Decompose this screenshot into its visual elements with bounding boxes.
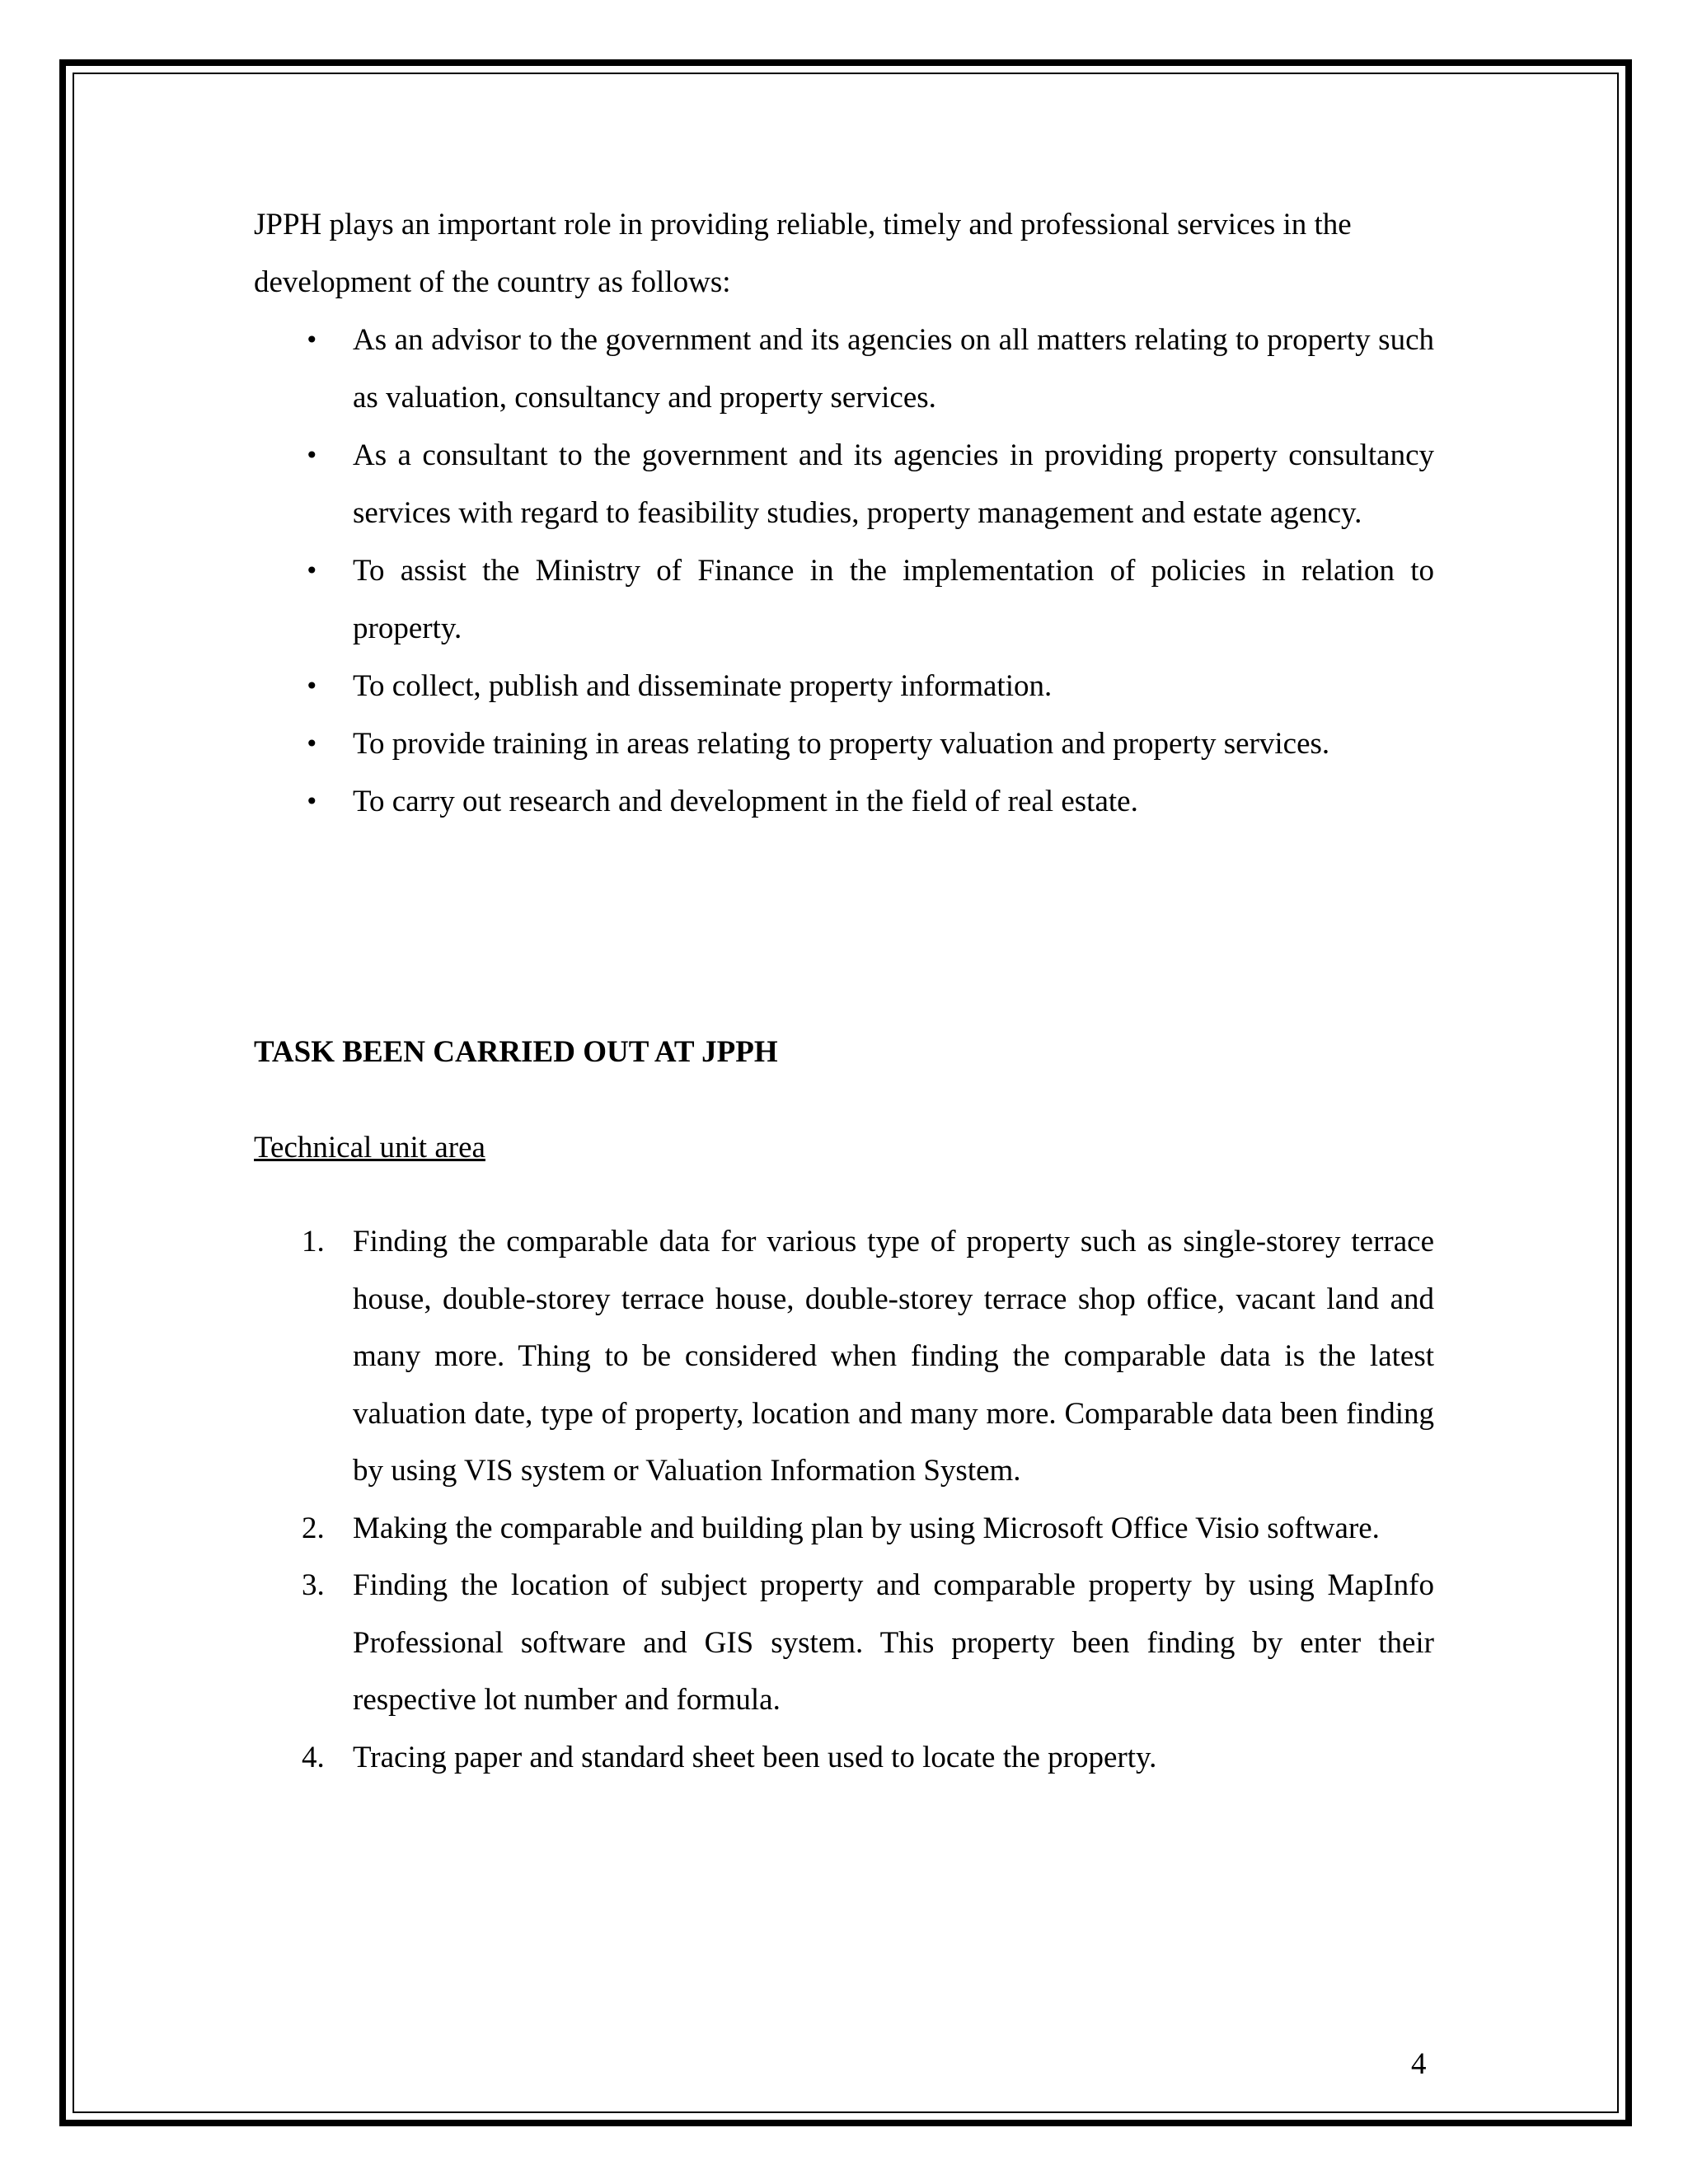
list-item bbox=[254, 542, 1434, 658]
list-item bbox=[254, 1500, 1434, 1558]
roles-list bbox=[254, 312, 1434, 831]
list-item-number: 1. bbox=[302, 1225, 325, 1258]
list-item-text: Finding the location of subject property and comparable property by using MapInfo Professional software and GIS system. This property been finding by enter their respective lot number and formula. bbox=[353, 1568, 1434, 1717]
list-item-text: Making the comparable and building plan by using Microsoft Office Visio software. bbox=[353, 1511, 1380, 1545]
list-item bbox=[254, 312, 1434, 427]
list-item bbox=[254, 773, 1434, 831]
list-item-text: As a consultant to the government and its agencies in providing property consultancy services with regard to feasibility studies, property management and estate agency. bbox=[353, 438, 1434, 530]
intro-paragraph: JPPH plays an important role in providing reliable, timely and professional services in the development of the country as follows: bbox=[254, 208, 1352, 299]
bullet-icon: • bbox=[305, 326, 319, 354]
list-item bbox=[254, 1557, 1434, 1729]
list-item-number: 4. bbox=[302, 1740, 325, 1774]
bullet-icon: • bbox=[305, 788, 319, 815]
list-item-text: To assist the Ministry of Finance in the implementation of policies in relation to property. bbox=[353, 554, 1434, 645]
list-item-text: Finding the comparable data for various type of property such as single-storey terrace house, double-storey terrace house, double-storey terrace shop office, vacant land and many more. Thing to be considered when finding the comparable data is the latest valuation date, type of property, location and many more. Comparable data been finding by using VIS system or Valuation Information System. bbox=[353, 1225, 1434, 1488]
list-item bbox=[254, 658, 1434, 715]
list-item bbox=[254, 715, 1434, 773]
list-item bbox=[254, 1213, 1434, 1500]
bullet-icon: • bbox=[305, 730, 319, 757]
intro-section bbox=[254, 196, 1434, 831]
section-subheading: Technical unit area bbox=[254, 1131, 485, 1165]
list-item bbox=[254, 1729, 1434, 1787]
list-item bbox=[254, 427, 1434, 542]
list-item-text: As an advisor to the government and its agencies on all matters relating to property such as valuation, consultancy and property services. bbox=[353, 323, 1434, 415]
bullet-icon: • bbox=[305, 673, 319, 700]
bullet-icon: • bbox=[305, 442, 319, 469]
section-heading: TASK BEEN CARRIED OUT AT JPPH bbox=[254, 1035, 778, 1069]
list-item-number: 2. bbox=[302, 1511, 325, 1545]
page-number: 4 bbox=[1411, 2047, 1427, 2081]
tasks-list bbox=[254, 1213, 1434, 1786]
list-item-text: To collect, publish and disseminate property information. bbox=[353, 669, 1053, 703]
list-item-text: Tracing paper and standard sheet been used to locate the property. bbox=[353, 1740, 1157, 1774]
list-item-text: To provide training in areas relating to property valuation and property services. bbox=[353, 727, 1330, 761]
bullet-icon: • bbox=[305, 557, 319, 584]
list-item-text: To carry out research and development in the field of real estate. bbox=[353, 785, 1138, 818]
list-item-number: 3. bbox=[302, 1568, 325, 1602]
